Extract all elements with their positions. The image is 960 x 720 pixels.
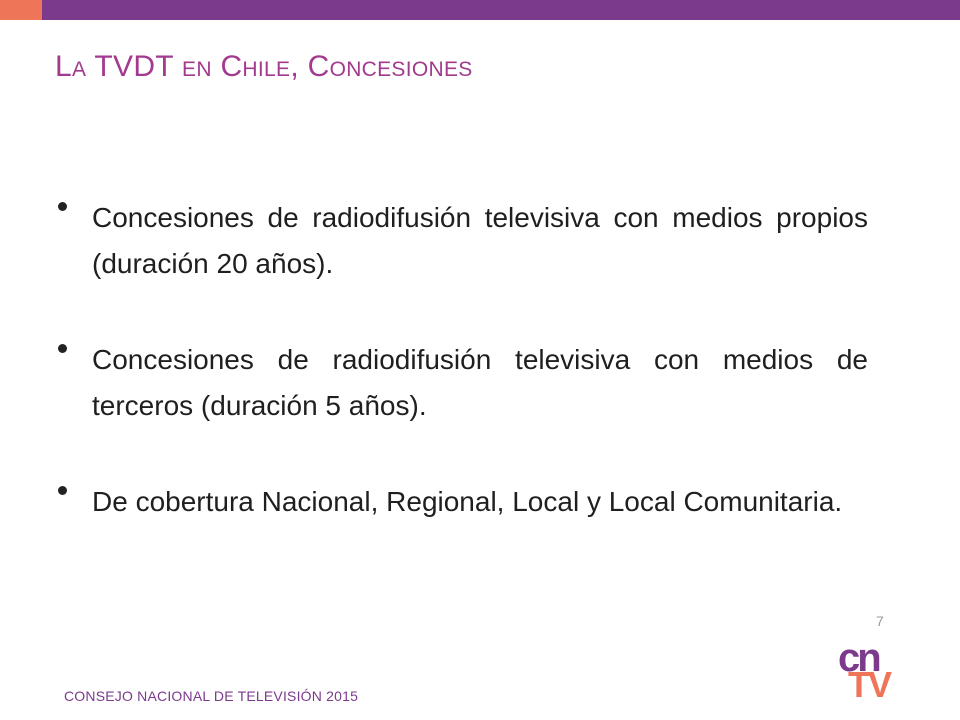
bullet-item <box>58 479 868 525</box>
title-part: HILE <box>242 58 291 81</box>
slide-title <box>55 50 473 84</box>
cntv-logo <box>838 636 900 705</box>
bullet-list <box>58 195 868 575</box>
bullet-dot-icon <box>58 202 67 211</box>
title-part: C <box>211 50 243 83</box>
page-number: 7 <box>876 613 884 629</box>
top-banner-accent <box>0 0 42 20</box>
top-banner <box>0 0 960 20</box>
bullet-dot-icon <box>58 344 67 353</box>
bullet-text: Concesiones de radiodifusión televisiva con medios de terceros (duración 5 años). <box>92 344 868 421</box>
title-part: L <box>55 50 72 83</box>
bullet-text: Concesiones de radiodifusión televisiva con medios propios (duración 20 años). <box>92 202 868 279</box>
footer-text: CONSEJO NACIONAL DE TELEVISIÓN 2015 <box>64 688 359 704</box>
bullet-dot-icon <box>58 486 67 495</box>
title-part: ONCESIONES <box>329 58 473 81</box>
title-part: TVDT <box>86 50 183 83</box>
bullet-item <box>58 337 868 429</box>
title-part: EN <box>182 58 212 81</box>
title-part: , C <box>290 50 330 83</box>
bullet-text: De cobertura Nacional, Regional, Local y Local Comunitaria. <box>92 486 843 517</box>
logo-line-1: cn <box>838 636 879 680</box>
bullet-item <box>58 195 868 287</box>
title-part: A <box>72 58 87 81</box>
logo-line-2: TV <box>848 664 891 705</box>
